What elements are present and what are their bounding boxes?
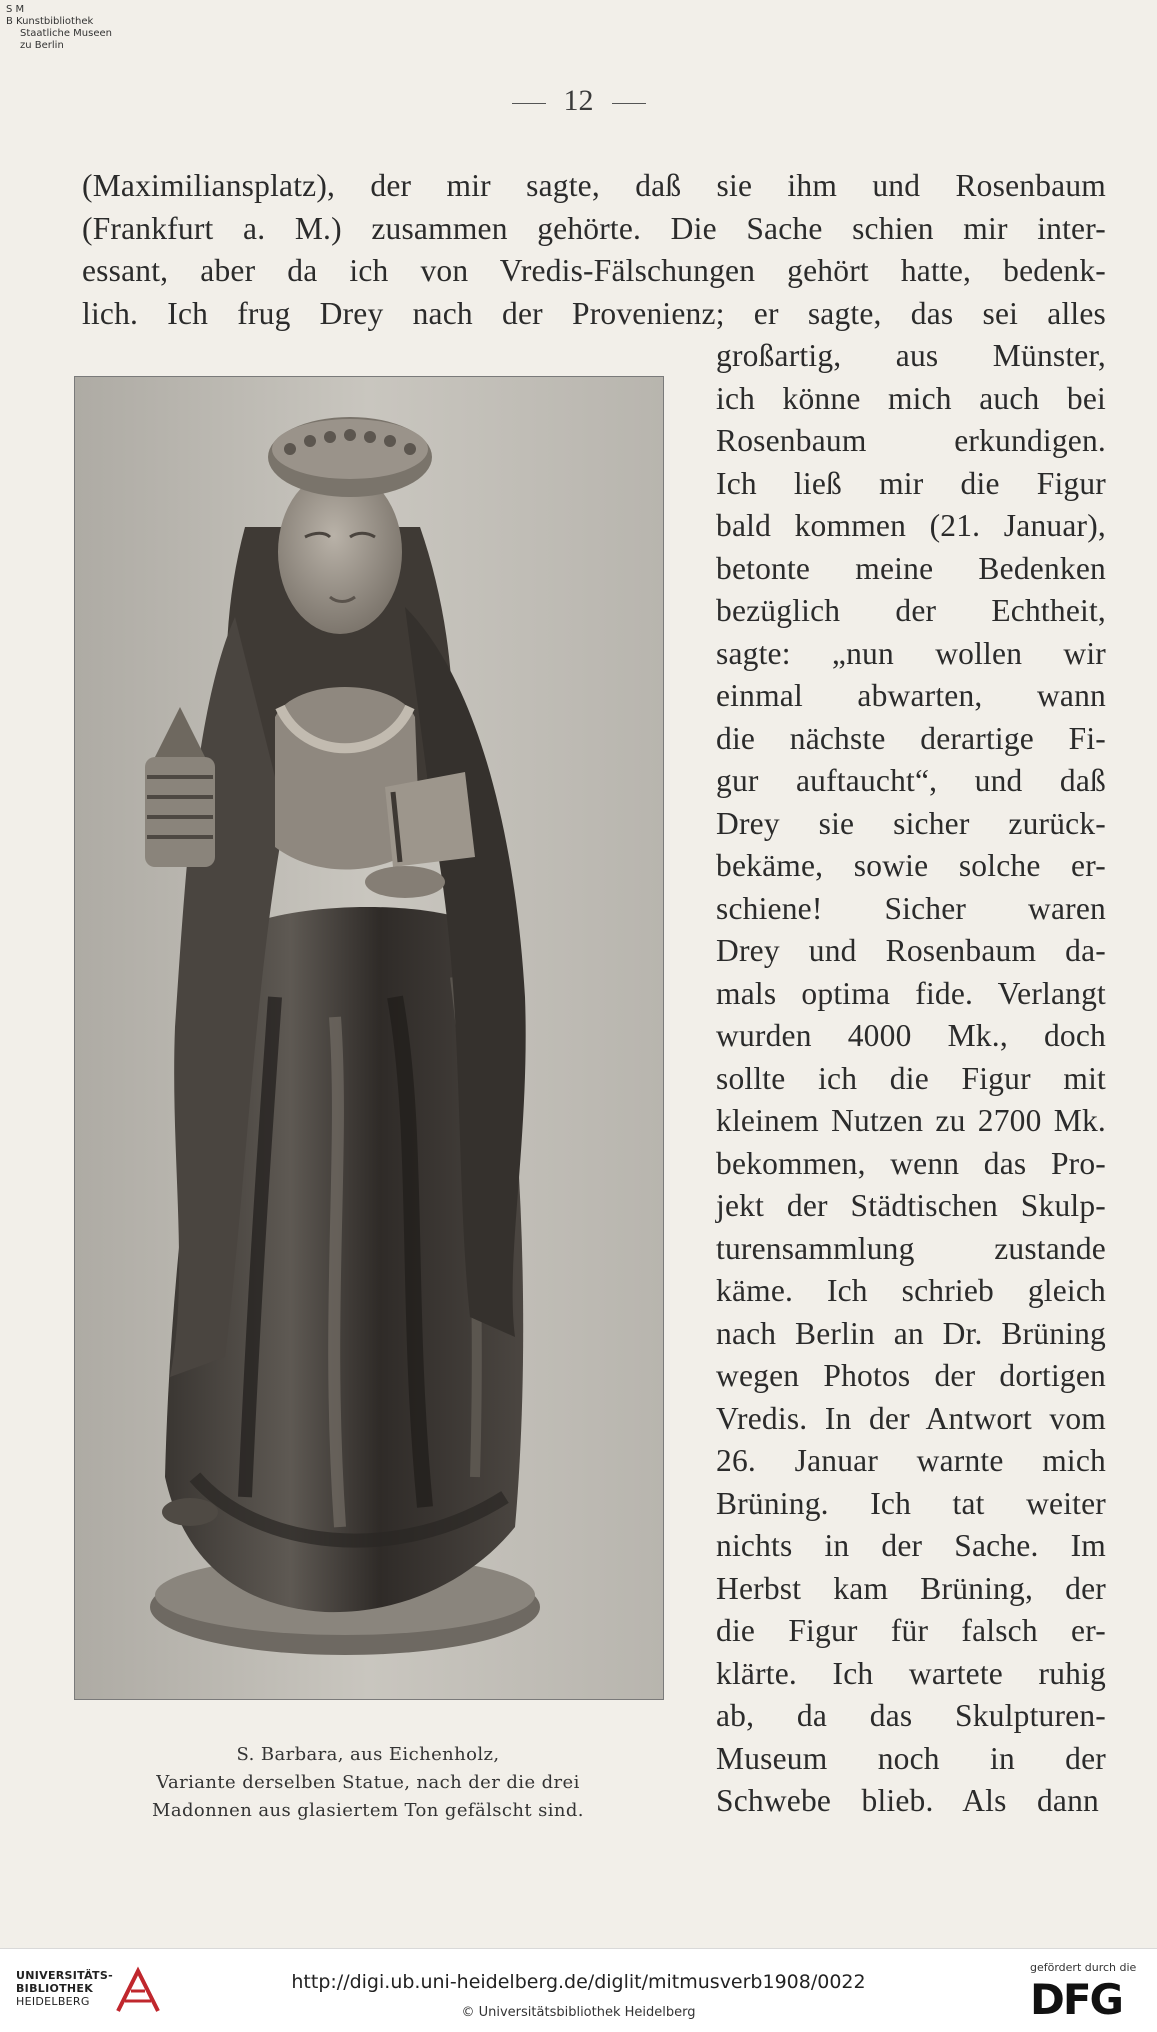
page-number bbox=[0, 84, 1157, 118]
dash-left bbox=[512, 103, 546, 104]
column-line: gur auftaucht“, und daß bbox=[716, 763, 1106, 798]
column-line: wurden 4000 Mk., doch bbox=[716, 1018, 1106, 1053]
column-line: einmal abwarten, wann bbox=[716, 678, 1106, 713]
caption-line: S. Barbara, aus Eichenholz, bbox=[236, 1744, 500, 1765]
page-number-text: 12 bbox=[563, 84, 594, 117]
text-line: essant, aber da ich von Vredis-Fälschungen gehört hatte, bedenk- bbox=[82, 253, 1106, 288]
column-line: sagte: „nun wollen wir bbox=[716, 636, 1106, 671]
column-line: jekt der Städtischen Skulp- bbox=[716, 1188, 1106, 1223]
column-line: Museum noch in der bbox=[716, 1741, 1106, 1776]
column-line: Drey sie sicher zurück- bbox=[716, 806, 1106, 841]
column-line: Vredis. In der Antwort vom bbox=[716, 1401, 1106, 1436]
column-line: ich könne mich auch bei bbox=[716, 381, 1106, 416]
text-line: (Maximiliansplatz), der mir sagte, daß sie ihm und Rosenbaum bbox=[82, 168, 1106, 203]
column-line: großartig, aus Münster, bbox=[716, 338, 1106, 373]
column-line: turensammlung zustande bbox=[716, 1231, 1106, 1266]
column-line: Herbst kam Brüning, der bbox=[716, 1571, 1106, 1606]
column-line: Schwebe blieb. Als dann bbox=[716, 1783, 1099, 1818]
column-line: Brüning. Ich tat weiter bbox=[716, 1486, 1106, 1521]
column-line: nach Berlin an Dr. Brüning bbox=[716, 1316, 1106, 1351]
column-line: Ich ließ mir die Figur bbox=[716, 466, 1106, 501]
source-url-link[interactable]: http://digi.ub.uni-heidelberg.de/diglit/mitmusverb1908/0022 bbox=[291, 1971, 866, 1993]
caption-line: Madonnen aus glasiertem Ton gefälscht sind. bbox=[152, 1800, 584, 1821]
logo-line: BIBLIOTHEK bbox=[16, 1982, 94, 1995]
copyright-notice: © Universitätsbibliothek Heidelberg bbox=[461, 2005, 696, 2020]
column-line: käme. Ich schrieb gleich bbox=[716, 1273, 1106, 1308]
column-line: bekommen, wenn das Pro- bbox=[716, 1146, 1106, 1181]
column-line: die Figur für falsch er- bbox=[716, 1613, 1106, 1648]
column-line: 26. Januar warnte mich bbox=[716, 1443, 1106, 1478]
column-line: die nächste derartige Fi- bbox=[716, 721, 1106, 756]
column-line: ab, da das Skulpturen- bbox=[716, 1698, 1106, 1733]
column-line: bekäme, sowie solche er- bbox=[716, 848, 1106, 883]
column-line: wegen Photos der dortigen bbox=[716, 1358, 1106, 1393]
column-line: Rosenbaum erkundigen. bbox=[716, 423, 1106, 458]
stamp-line: S M bbox=[6, 4, 25, 15]
column-line: schiene! Sicher waren bbox=[716, 891, 1106, 926]
footer-bar bbox=[0, 1948, 1157, 2032]
column-line: kleinem Nutzen zu 2700 Mk. bbox=[716, 1103, 1106, 1138]
column-line: klärte. Ich wartete ruhig bbox=[716, 1656, 1106, 1691]
column-line: sollte ich die Figur mit bbox=[716, 1061, 1106, 1096]
logo-line: UNIVERSITÄTS- bbox=[16, 1969, 113, 1982]
column-line: bezüglich der Echtheit, bbox=[716, 593, 1106, 628]
funding-note: gefördert durch die bbox=[1030, 1961, 1137, 1974]
text-line: lich. Ich frug Drey nach der Provenienz; er sagte, das sei alles bbox=[82, 296, 1106, 331]
stamp-line: B Kunstbibliothek bbox=[6, 16, 94, 27]
column-line: Drey und Rosenbaum da- bbox=[716, 933, 1106, 968]
statue-photograph bbox=[74, 376, 664, 1700]
logo-line: HEIDELBERG bbox=[16, 1995, 90, 2008]
caption-line: Variante derselben Statue, nach der die drei bbox=[156, 1772, 580, 1793]
column-line: nichts in der Sache. Im bbox=[716, 1528, 1106, 1563]
dash-right bbox=[612, 103, 646, 104]
stamp-line: Staatliche Museen bbox=[20, 28, 112, 39]
column-line: bald kommen (21. Januar), bbox=[716, 508, 1106, 543]
column-line: mals optima fide. Verlangt bbox=[716, 976, 1106, 1011]
dfg-logo[interactable]: DFG bbox=[1030, 1975, 1123, 2024]
library-stamp bbox=[6, 4, 112, 52]
text-line: (Frankfurt a. M.) zusammen gehörte. Die Sache schien mir inter- bbox=[82, 211, 1106, 246]
stamp-line: zu Berlin bbox=[20, 40, 64, 51]
column-line: betonte meine Bedenken bbox=[716, 551, 1106, 586]
